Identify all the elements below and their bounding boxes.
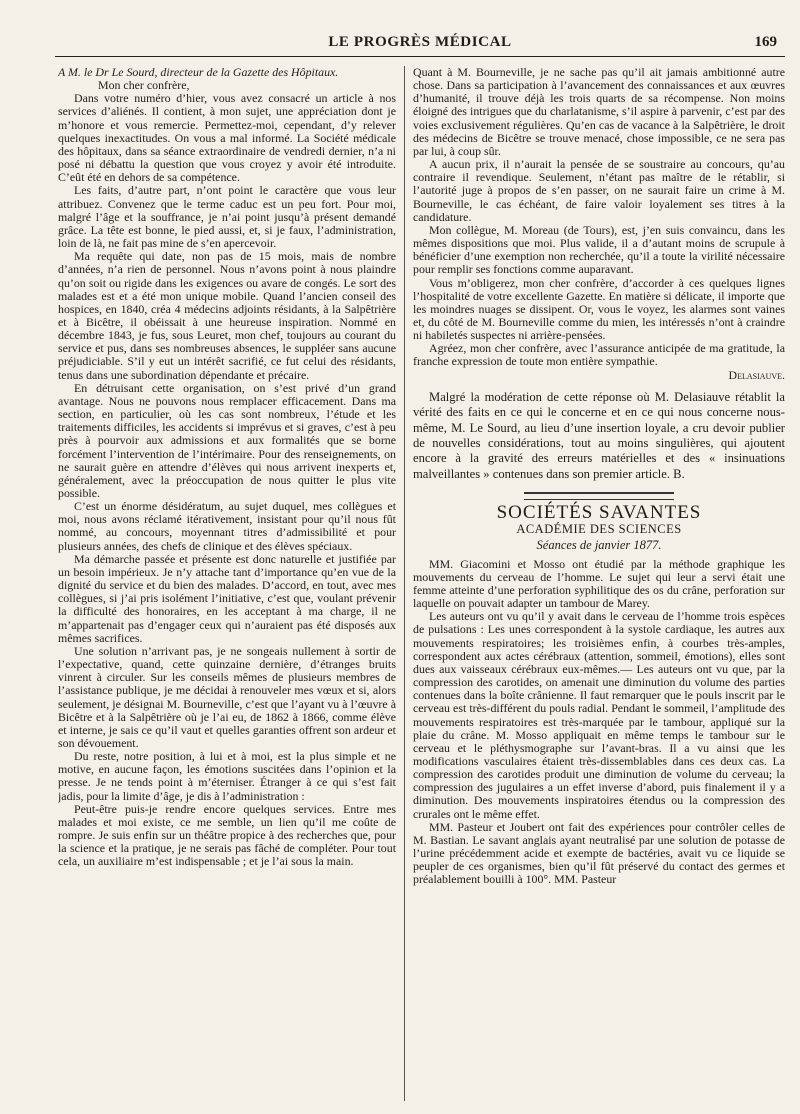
letter-paragraph: Ma requête qui date, non pas de 15 mois, mais de nombre d’années, n’a rien de personnel. Nous n’avons point à nous plaindre qu’on soit ou rigide dans les exigences ou avare de congés. Le sort des malades est et a été mon unique mobile. Quand l’ancien conseil des hospices, en 1840, créa 4 médecins adjoints résidants, à la Salpêtrière et à Bicêtre, il obéissait à une heureuse inspiration. Nommé en décembre 1843, je fus, sous Leuret, mon chef, toujours au courant du service et pus, dans ses nombreuses absences, le suppléer sans aucune préjudiciable. S’il y eut un intérêt sacrifié, ce fut celui des résidants, tenus dans une subordination dépendante et précaire. bbox=[58, 249, 396, 382]
letter-paragraph: Vous m’obligerez, mon cher confrère, d’accorder à ces quelques lignes l’hospitalité de votre excellente Gazette. En matière si délicate, il importe que les moindres nuages se dissipent. Or, vous le voyez, les alarmes sont vaines et, du côté de M. Bourneville comme du mien, les intéressés n’ont à craindre ni habiletés suspectes ni arrière-pensées. bbox=[413, 275, 785, 343]
letter-paragraph: Une solution n’arrivant pas, je ne songeais nullement à sortir de l’expectative, quand, cette quinzaine dernière, d’étranges bruits vinrent à circuler. Sur les conseils mêmes de plusieurs membres de l’assistance publique, je me décidai à renouveler mes vœux et si, alors seulement, je désignai M. Bourneville, c’est que l’ayant vu à l’œuvre à Bicêtre et à la Salpêtrière où je l’ai eu, de 1862 à 1866, comme élève et interne, je sais ce qu’il vaut et quelles garanties offrent son ardeur et son dévouement. bbox=[58, 643, 396, 750]
letter-paragraph: Ma démarche passée et présente est donc naturelle et justifiée par un besoin impérieux. Je n’y attache tant d’importance qu’en vue de la dignité du service et du bien des malades. D’accord, en tout, avec mes collègues, si j’ai pris isolément l’initiative, c’est que, voulant prévenir la difficulté des honoraires, en les acceptant à ma charge, il ne m’appartenait pas d’engager ceux qui n’auraient pas été disposés aux mêmes sacrifices. bbox=[58, 551, 396, 645]
journal-title: LE PROGRÈS MÉDICAL bbox=[328, 34, 512, 50]
letter-paragraph: Quant à M. Bourneville, je ne sache pas qu’il ait jamais ambitionné autre chose. Dans sa participation à l’avancement des connaissances et aux œuvres d’humanité, il trouve déjà les trois quarts de sa récompense. Non moins éloigné des intrigues que du charlatanisme, s’il aspire à parvenir, c’est par des voies exclusivement régulières. Qu’en cas de vacance à la Salpêtrière, le droit des médecins de Bicêtre se trouve menacé, chose impossible, ce ne sera pas par lui, à coup sûr. bbox=[413, 66, 785, 158]
letter-paragraph: Les faits, d’autre part, n’ont point le caractère que vous leur attribuez. Convenez que le terme caduc est un peu fort. Pour moi, malgré l’âge et la souffrance, je n’ai point jusqu’à présent demandé grâce. La tête est bonne, le pied aussi, et, si je faux, l’administration, loin de là, ne fait pas mine de s’en apercevoir. bbox=[58, 183, 396, 251]
letter-signature bbox=[413, 369, 785, 382]
letter-paragraph: Peut-être puis-je rendre encore quelques services. Entre mes malades et moi existe, ce me semble, un lien qu’il me coûte de rompre. Je suis enfin sur un théâtre propice à des recherches que, pour la science et la pratique, je ne serais pas fâché de compléter. Pour tout cela, un auxiliaire m’est indispensable ; et je l’ai sous la main. bbox=[58, 801, 396, 869]
letter-paragraph: Mon collègue, M. Moreau (de Tours), est, j’en suis convaincu, dans les mêmes dispositions que moi. Plus valide, il a d’autant moins de scrupule à bénéficier d’une exemption non recherchée, qu’il a toute la virilité nécessaire pour remplir ses fonctions comme auparavant. bbox=[413, 222, 785, 277]
letter-paragraph: Agréez, mon cher confrère, avec l’assurance anticipée de ma gratitude, la franche expression de toute mon entière sympathie. bbox=[413, 341, 785, 369]
page-header bbox=[55, 34, 785, 57]
letter-paragraph: A aucun prix, il n’aurait la pensée de se soustraire au concours, qu’au contraire il revendique. Seulement, n’étant pas maître de le rétablir, si l’autorité juge à propos de s’en passer, on ne saurait faire un crime à M. Bourneville, le cas échéant, de faire valoir loyalement ses titres à la candidature. bbox=[413, 157, 785, 224]
letter-paragraph: Du reste, notre position, à lui et à moi, est la plus simple et ne motive, en aucune façon, les émotions suscitées dans l’opinion et la presse. Je ne tends point à m’éterniser. Étranger à ce qui s’est fait jadis, pour la limite d’âge, je dis à l’administration : bbox=[58, 749, 396, 803]
left-column bbox=[58, 66, 396, 1101]
section-subtitle: ACADÉMIE DES SCIENCES bbox=[516, 522, 682, 537]
editor-reply: Malgré la modération de cette réponse où M. Delasiauve rétablit la vérité des faits en ce qui le concerne et en ce qui nous concerne nous-même, M. Le Sourd, au lieu d’une insertion loyale, a cru devoir publier de nouvelles considérations, tout au moins singulières, qui ajoutent encore à la gravité des erreurs matérielles et des « insinuations malveillantes » contenues dans son premier article. B. bbox=[413, 389, 785, 481]
section-ornament bbox=[524, 492, 674, 500]
letter-paragraph: Dans votre numéro d’hier, vous avez consacré un article à nos services d’aliénés. Il contient, à mon sujet, une appréciation dont je m’honore et vous remercie. Permettez-moi, cependant, d’y relever quelques inexactitudes. On vous a mal informé. La Société médicale des hôpitaux, dans sa séance extraordinaire de vendredi dernier, n’a ni posé ni débattu la question que vous croyez y avoir été introduite. C’eût été en dehors de sa compétence. bbox=[58, 91, 396, 185]
letter-salutation: Mon cher confrère, bbox=[98, 78, 190, 93]
societes-paragraph: MM. Pasteur et Joubert ont fait des expériences pour contrôler celles de M. Bastian. Le savant anglais ayant neutralisé par une solution de potasse de l’urine précédemment acide et exempte de bactéries, avait vu ce liquide se peupler de ces organismes, bien qu’il fût préservé du contact des germes et préalablement bouilli à 100°. MM. Pasteur bbox=[413, 819, 785, 887]
signature-text: Delasiauve. bbox=[728, 367, 785, 382]
right-column bbox=[413, 66, 785, 1101]
societes-paragraph: MM. Giacomini et Mosso ont étudié par la méthode graphique les mouvements du cerveau de l’homme. Le sujet qui leur a servi était une femme atteinte d’une perforation syphilitique des os du crâne, perforation sur laquelle on pouvait adapter un tambour de Marey. bbox=[413, 556, 785, 611]
column-divider bbox=[404, 66, 405, 1101]
page-number: 169 bbox=[754, 34, 777, 50]
societes-paragraph: Les auteurs ont vu qu’il y avait dans le cerveau de l’homme trois espèces de pulsations : Les unes correspondent à la systole cardiaque, les autres aux mouvements respiratoires; les troisièmes enfin, à courbes très-amples, correspondent aux actes cérébraux (attention, sommeil, émotions), elles sont dues aux vaisseaux cérébraux eux-mêmes.— Les auteurs ont vu que, par la compression des carotides, on amenait une diminution du volume des parties contenues dans la boîte crânienne. Il faut remarquer que le pouls inscrit par le cerveau est très-différent du pouls radial. Pendant le sommeil, l’amplitude des mouvements respiratoires est très-marquée par le tambour, appliqué sur la plaie du crâne. M. Mosso appliquait en même temps le tambour sur le cerveau et le pléthysmographe sur l’avant-bras. Il a vu ainsi que les modifications vasculaires étaient très-dissemblables dans ces deux cas. La compression des carotides produit une diminution de volume du cerveau; la compression des jugulaires a un effet inverse d’abord, puis finalement il y a diminution. Des mouvements inspiratoires étendus ou la compression des crurales ont le même effet. bbox=[413, 609, 785, 821]
letter-paragraph: C’est un énorme désidératum, au sujet duquel, mes collègues et moi, nous avons réclamé itérativement, insistant pour qu’il nous fût nommé, au concours, moyennant titres d’admissibilité et pour plusieurs années, des chefs de clinique et des élèves spéciaux. bbox=[58, 499, 396, 553]
section-date: Séances de janvier 1877. bbox=[536, 537, 662, 552]
letter-paragraph: En détruisant cette organisation, on s’est privé d’un grand avantage. Nous ne pouvons nous remplacer efficacement. Dans ma section, en particulier, où les cas sont nombreux, l’étude et les traitements difficiles, les accidents si imprévus et si graves, c’est à peu près à pourvoir aux admissions et aux formalités que se borne forcément l’intervention de l’intérimaire. Pour des renseignements, on ne saurait guère en attendre d’élèves qui nous arrivent inexperts et, généralement, avec la préoccupation de nous quitter le plus vite possible. bbox=[58, 380, 396, 500]
section-title: SOCIÉTÉS SAVANTES bbox=[496, 502, 702, 524]
letter-address: A M. le Dr Le Sourd, directeur de la Gazette des Hôpitaux. bbox=[58, 66, 339, 79]
